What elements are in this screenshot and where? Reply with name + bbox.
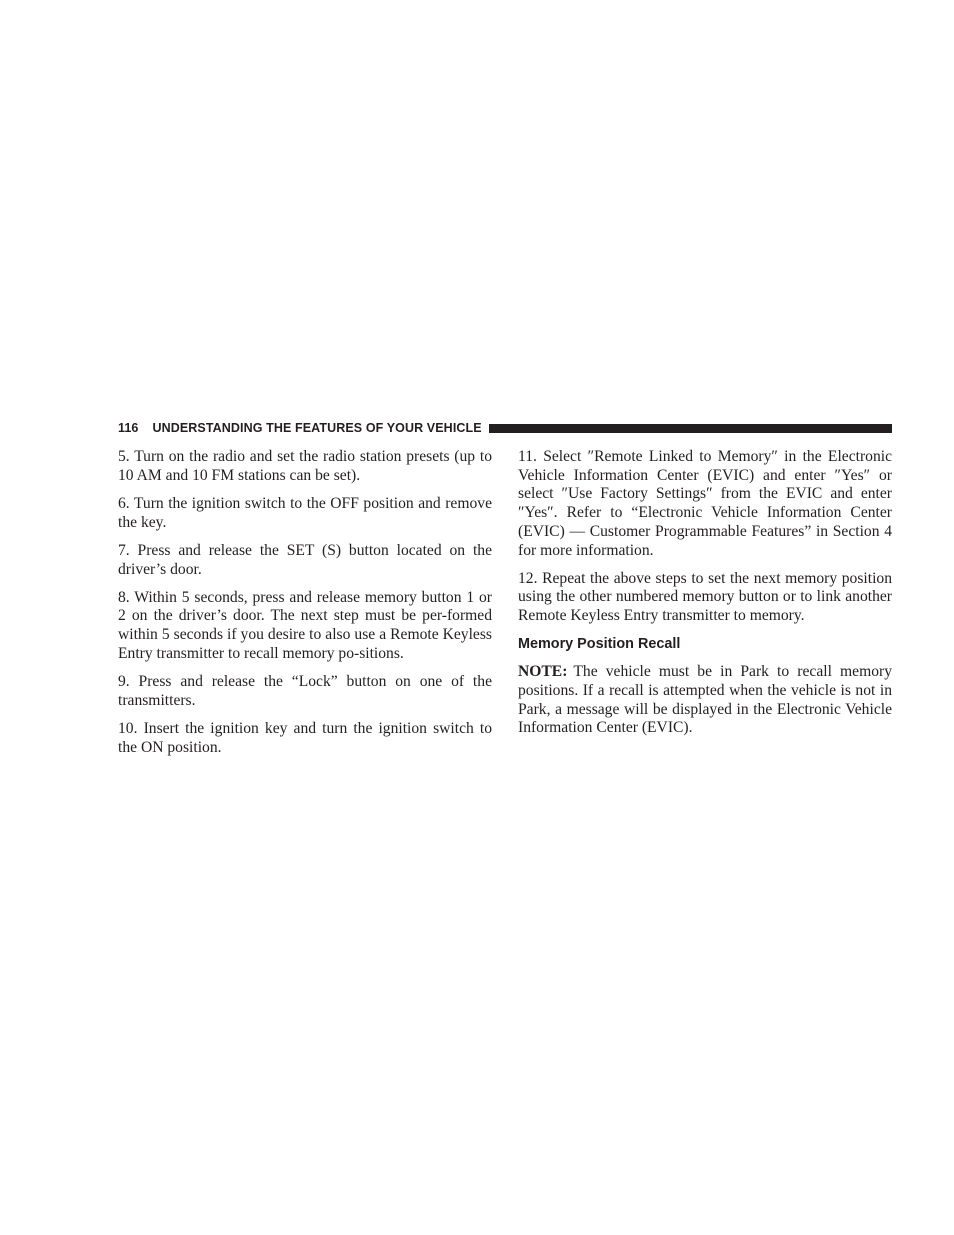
page-header (118, 419, 892, 437)
step-7: 7. Press and release the SET (S) button located on the driver’s door. (118, 541, 492, 578)
step-6: 6. Turn the ignition switch to the OFF position and remove the key. (118, 494, 492, 531)
step-12: 12. Repeat the above steps to set the next memory position using the other numbered memory button or to link another Remote Keyless Entry transmitter to memory. (518, 569, 892, 625)
step-8: 8. Within 5 seconds, press and release memory button 1 or 2 on the driver’s door. The next step must be per-formed within 5 seconds if you desire to also use a Remote Keyless Entry transmitter to recall memory po-sitions. (118, 588, 492, 662)
page-number: 116 (118, 421, 139, 435)
header-rule (489, 424, 892, 433)
note-label: NOTE: (518, 663, 568, 681)
subheading-memory-position-recall: Memory Position Recall (518, 636, 681, 653)
note-text: The vehicle must be in Park to recall memory positions. If a recall is attempted when the vehicle is not in Park, a message will be displayed in the Electronic Vehicle Information Center (EVIC). (518, 663, 892, 737)
left-column (118, 448, 492, 767)
section-title: UNDERSTANDING THE FEATURES OF YOUR VEHICLE (152, 421, 482, 435)
note-paragraph (518, 663, 892, 738)
right-column (518, 448, 892, 748)
step-5: 5. Turn on the radio and set the radio station presets (up to 10 AM and 10 FM stations can be set). (118, 448, 492, 484)
step-11: 11. Select ″Remote Linked to Memory″ in the Electronic Vehicle Information Center (EVIC) and enter ″Yes″ or select ″Use Factory Settings″ from the EVIC and enter ″Yes″. Refer to “Electronic Vehicle Information Center (EVIC) — Customer Programmable Features” in Section 4 for more information. (518, 448, 892, 559)
step-10: 10. Insert the ignition key and turn the ignition switch to the ON position. (118, 719, 492, 756)
step-9: 9. Press and release the “Lock” button on one of the transmitters. (118, 673, 492, 709)
